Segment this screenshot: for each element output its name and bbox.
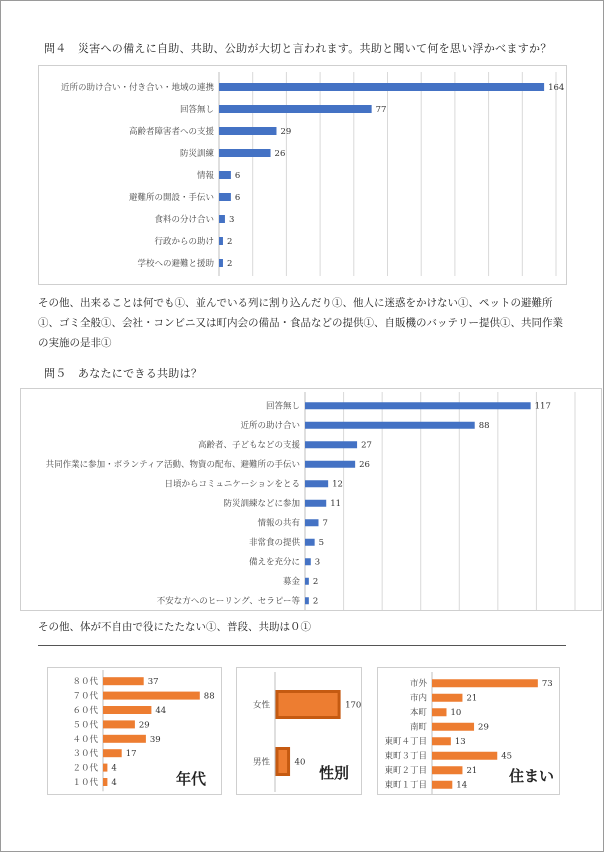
data-label: 26 <box>359 460 370 471</box>
category-label: ８０代 <box>72 677 98 688</box>
data-label: 21 <box>466 766 478 777</box>
category-label: 南町 <box>409 722 427 733</box>
category-label: 東町３丁目 <box>384 751 427 762</box>
category-label: 東町１丁目 <box>384 780 427 791</box>
data-label: 5 <box>318 538 325 549</box>
q4-title: 問４ 災害への備えに自助、共助、公助が大切と言われます。共助と聞いて何を思い浮かべますか？ <box>44 42 552 55</box>
bar <box>103 692 200 700</box>
data-label: 6 <box>234 170 241 181</box>
bar <box>103 720 135 728</box>
data-label: 4 <box>111 777 117 788</box>
age-chart-frame <box>47 667 222 795</box>
section-divider <box>38 645 566 646</box>
bar <box>103 735 146 743</box>
q4-chart <box>39 66 566 284</box>
category-label: 避難所の開設・手伝い <box>128 192 214 203</box>
age-chart <box>48 668 221 794</box>
data-label: 37 <box>147 677 159 688</box>
data-label: 2 <box>312 577 319 588</box>
category-label: 近所の助け合い・付き合い・地域の連携 <box>60 82 214 93</box>
category-label: 防災訓練などに参加 <box>223 499 300 510</box>
category-label: ７０代 <box>72 691 98 702</box>
bar <box>219 237 223 245</box>
category-label: 不安な方へのヒーリング、セラピー等 <box>156 596 300 607</box>
bar <box>432 781 452 789</box>
data-label: 14 <box>456 780 468 791</box>
data-label: 164 <box>548 82 565 93</box>
category-label: ５０代 <box>72 720 98 731</box>
bar <box>305 558 311 565</box>
category-label: 回答無し <box>265 401 300 412</box>
category-label: 近所の助け合い <box>240 421 300 432</box>
data-label: 12 <box>332 479 343 490</box>
category-label: ３０代 <box>72 749 98 760</box>
category-label: 学校への避難と援助 <box>137 258 214 269</box>
data-label: 29 <box>138 720 150 731</box>
category-label: 備えを充分に <box>248 557 300 568</box>
bar <box>432 708 447 716</box>
category-label: ４０代 <box>72 734 98 745</box>
category-label: 非常食の提供 <box>248 538 300 549</box>
bar <box>219 83 544 91</box>
category-label: 共同作業に参加・ボランティア活動、物資の配布、避難所の手伝い <box>45 460 300 471</box>
data-label: 88 <box>203 691 215 702</box>
q4-chart-frame <box>38 65 567 285</box>
category-label: 情報 <box>196 170 214 181</box>
data-label: 39 <box>149 734 161 745</box>
bar <box>277 692 339 718</box>
gender-chart-frame <box>236 667 362 795</box>
data-label: 3 <box>228 214 235 225</box>
category-label: 女性 <box>252 700 270 711</box>
q5-title: 問５ あなたにできる共助は？ <box>44 367 203 380</box>
data-label: 77 <box>375 104 387 115</box>
bar <box>432 752 497 760</box>
data-label: 11 <box>330 499 342 510</box>
bar <box>305 480 328 487</box>
bar <box>305 500 326 507</box>
q5-other-text: その他、体が不自由で役にたたない①、普段、共助は０① <box>38 621 311 633</box>
data-label: 29 <box>478 722 489 733</box>
bar <box>305 578 309 585</box>
category-label: 市内 <box>409 693 427 704</box>
bar <box>305 519 319 526</box>
category-label: ２０代 <box>72 763 98 774</box>
category-label: 東町４丁目 <box>384 737 427 748</box>
data-label: 4 <box>111 763 117 774</box>
gender-chart <box>237 668 361 794</box>
bar <box>219 215 225 223</box>
bar <box>219 127 276 135</box>
bar <box>305 441 357 448</box>
bar <box>432 737 451 745</box>
category-label: 日頃からコミュニケーションをとる <box>164 479 300 490</box>
category-label: ６０代 <box>72 705 98 716</box>
q5-chart <box>21 389 601 610</box>
bar <box>219 149 271 157</box>
category-label: 防災訓練 <box>179 148 214 159</box>
category-label: １０代 <box>72 777 98 788</box>
bar <box>103 764 107 772</box>
bar <box>432 679 538 687</box>
data-label: 2 <box>226 236 233 247</box>
bar <box>103 706 151 714</box>
bar <box>103 778 107 786</box>
chart-title: 住まい <box>508 767 554 785</box>
data-label: 88 <box>478 421 490 432</box>
data-label: 44 <box>155 705 167 716</box>
data-label: 6 <box>234 192 241 203</box>
bar <box>103 749 122 757</box>
bar <box>432 723 474 731</box>
category-label: 高齢者、子どもなどの支援 <box>197 440 300 451</box>
category-label: 回答無し <box>179 104 214 115</box>
bar <box>305 597 309 604</box>
data-label: 13 <box>454 737 466 748</box>
category-label: 情報の共有 <box>257 518 300 529</box>
q5-chart-frame <box>20 388 602 611</box>
residence-chart-frame <box>377 667 560 795</box>
category-label: 募金 <box>282 577 300 588</box>
data-label: 40 <box>294 757 306 768</box>
data-label: 2 <box>226 258 233 269</box>
bar <box>103 677 144 685</box>
data-label: 27 <box>361 440 372 451</box>
data-label: 2 <box>312 596 319 607</box>
bar <box>305 539 315 546</box>
bar <box>219 105 372 113</box>
data-label: 29 <box>280 126 292 137</box>
bar <box>305 422 475 429</box>
category-label: 市外 <box>409 679 427 690</box>
bar <box>219 259 223 267</box>
bar <box>432 694 462 702</box>
data-label: 7 <box>322 518 328 529</box>
bar <box>305 461 355 468</box>
chart-title: 年代 <box>175 770 206 788</box>
data-label: 17 <box>125 749 137 760</box>
bar <box>219 171 231 179</box>
category-label: 行政からの助け <box>154 236 214 247</box>
category-label: 高齢者障害者への支援 <box>128 126 214 137</box>
bar <box>305 402 531 409</box>
bar <box>219 193 231 201</box>
data-label: 3 <box>314 557 321 568</box>
data-label: 10 <box>450 708 462 719</box>
data-label: 26 <box>274 148 286 159</box>
category-label: 食料の分け合い <box>154 214 214 225</box>
chart-title: 性別 <box>318 764 349 782</box>
category-label: 東町２丁目 <box>384 766 427 777</box>
bar <box>432 766 462 774</box>
bar <box>277 749 289 775</box>
q4-other-text: その他、出来ることは何でも①、並んでいる列に割り込んだり①、他人に迷惑をかけない①、ペットの避難所①、ゴミ全般①、会社・コンビニ又は町内会の備品・食品などの提供①、自販機のバッテリー提供①、共同作業の実施の是非① <box>38 297 563 349</box>
data-label: 117 <box>534 401 551 412</box>
data-label: 170 <box>345 700 361 711</box>
data-label: 21 <box>466 693 478 704</box>
category-label: 男性 <box>252 757 270 768</box>
category-label: 本町 <box>409 708 427 719</box>
data-label: 45 <box>501 751 513 762</box>
data-label: 73 <box>541 679 553 690</box>
residence-chart <box>378 668 559 794</box>
